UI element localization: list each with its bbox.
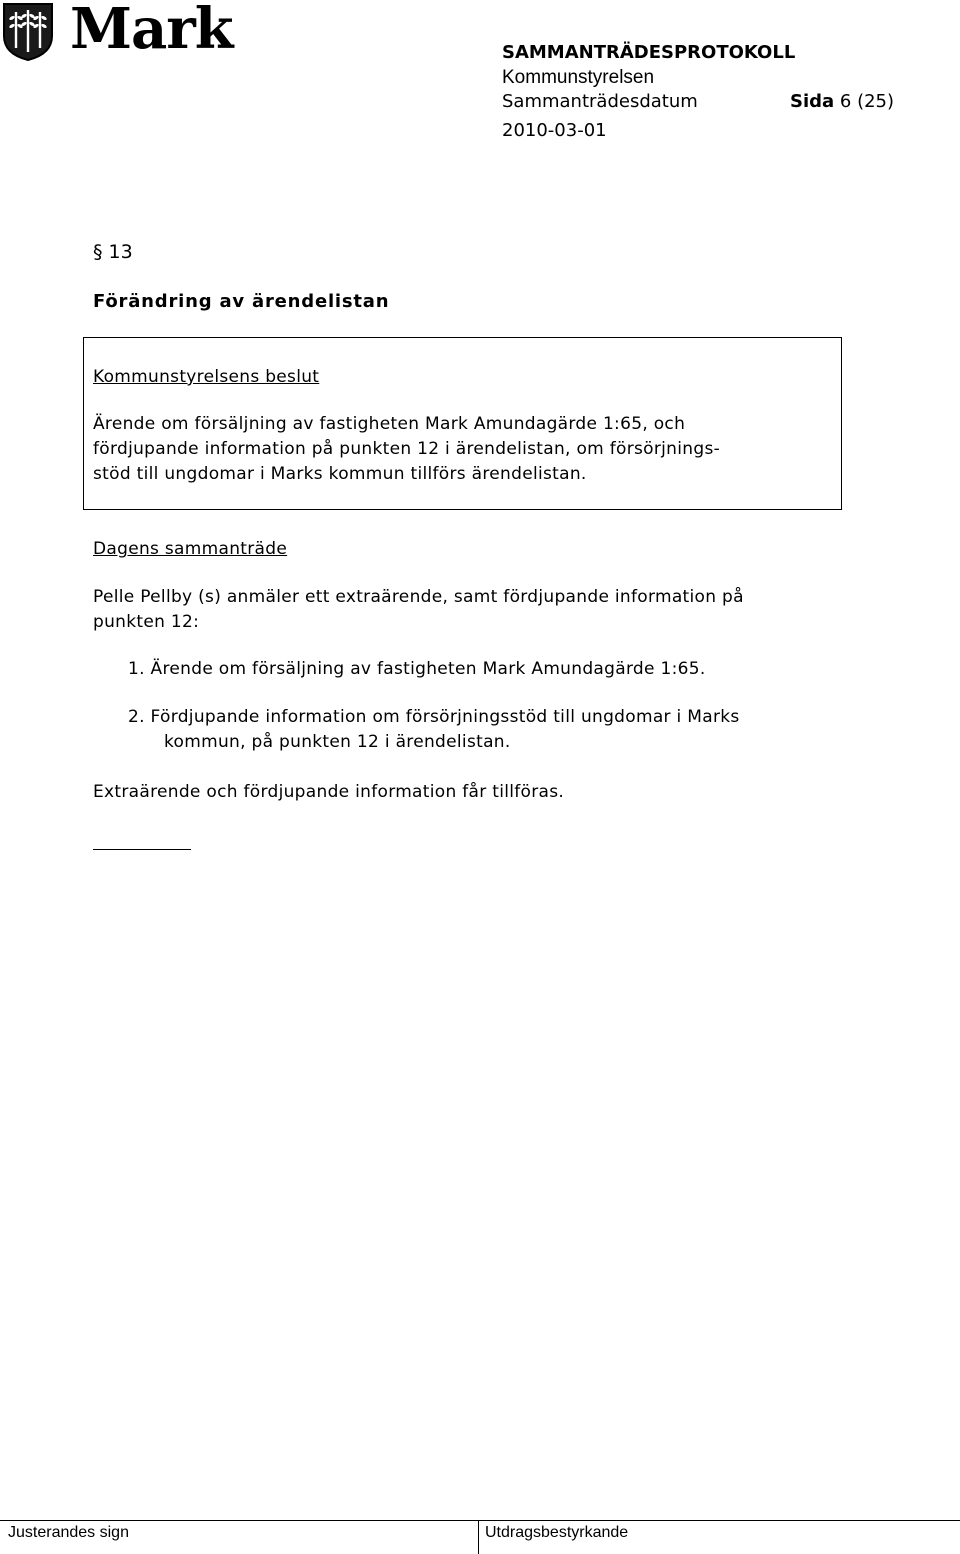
decision-line: Ärende om försäljning av fastigheten Mark Amundagärde 1:65, och: [93, 414, 686, 434]
municipal-coat-of-arms-icon: [2, 2, 54, 62]
list-item-number: 2.: [128, 707, 145, 727]
decision-text: [93, 412, 720, 487]
page-value: 6 (25): [839, 91, 895, 112]
list-item: [128, 657, 706, 682]
list-item-number: 1.: [128, 659, 145, 679]
meeting-heading: Dagens sammanträde: [93, 539, 288, 559]
meeting-intro-line: punkten 12:: [93, 612, 200, 632]
meeting-date: 2010-03-01: [502, 120, 607, 141]
conclusion-text: Extraärende och fördjupande information får tillföras.: [93, 782, 565, 802]
list-item-text: Fördjupande information om försörjningsstöd till ungdomar i Marks: [150, 707, 740, 727]
section-end-divider: [93, 849, 191, 850]
page-label: Sida: [790, 91, 835, 112]
committee-name: Kommunstyrelsen: [502, 67, 655, 88]
list-item: [128, 705, 740, 755]
list-item-text: kommun, på punkten 12 i ärendelistan.: [164, 732, 511, 752]
footer-rule: [0, 1520, 960, 1521]
certification-field-label: Utdragsbestyrkande: [485, 1524, 629, 1541]
section-number: § 13: [93, 241, 133, 263]
document-type-title: SAMMANTRÄDESPROTOKOLL: [502, 42, 796, 63]
page-indicator: [790, 91, 894, 113]
meeting-intro-line: Pelle Pellby (s) anmäler ett extraärende, samt fördjupande information på: [93, 587, 744, 607]
decision-heading: Kommunstyrelsens beslut: [93, 367, 320, 387]
list-item-text: Ärende om försäljning av fastigheten Mark Amundagärde 1:65.: [150, 659, 706, 679]
meeting-intro: [93, 585, 744, 635]
signature-field-label: Justerandes sign: [8, 1524, 129, 1541]
decision-line: stöd till ungdomar i Marks kommun tillförs ärendelistan.: [93, 464, 587, 484]
section-title: Förändring av ärendelistan: [93, 291, 390, 312]
footer-column-divider: [478, 1520, 479, 1554]
logo-wordmark: Mark: [70, 0, 233, 62]
decision-line: fördjupande information på punkten 12 i ärendelistan, om försörjnings-: [93, 439, 721, 459]
meeting-date-label: Sammanträdesdatum: [502, 91, 698, 112]
